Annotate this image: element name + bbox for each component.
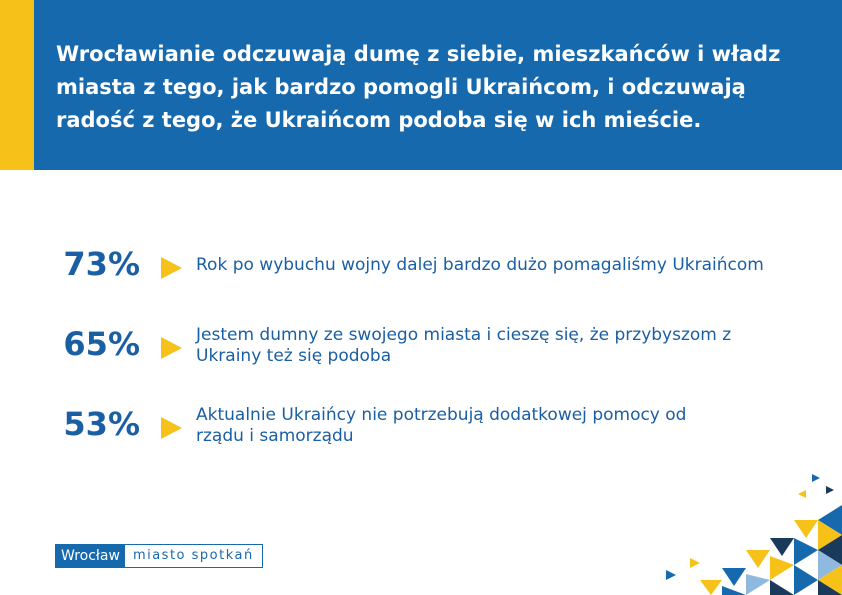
stat-row: [0, 240, 842, 300]
stat-percent: 53%: [63, 405, 140, 443]
stat-text: Aktualnie Ukraińcy nie potrzebują dodatkowej pomocy od rządu i samorządu: [196, 405, 687, 446]
stat-text: Jestem dumny ze swojego miasta i cieszę się, że przybyszom z Ukrainy też się podoba: [196, 325, 732, 366]
stat-text: Rok po wybuchu wojny dalej bardzo dużo pomagaliśmy Ukraińcom: [196, 255, 764, 275]
wroclaw-logo: [55, 544, 263, 568]
stat-row: [0, 320, 842, 380]
stat-percent: 73%: [63, 245, 140, 283]
logo-brand: Wrocław: [56, 545, 125, 567]
play-arrow-icon: [161, 417, 182, 439]
headline: Wrocławianie odczuwają dumę z siebie, mieszkańców i władz miasta z tego, jak bardzo pomogli Ukraińcom, i odczuwają radość z tego, że Ukraińcom podoba się w ich mieście.: [56, 42, 781, 132]
stat-row: [0, 400, 842, 460]
header-banner: [0, 0, 842, 170]
play-arrow-icon: [161, 337, 182, 359]
stat-percent: 65%: [63, 325, 140, 363]
header-yellow-accent: [0, 0, 34, 170]
triangle-pattern-decoration: [660, 470, 842, 595]
logo-tagline: miasto spotkań: [125, 545, 262, 567]
play-arrow-icon: [161, 257, 182, 279]
